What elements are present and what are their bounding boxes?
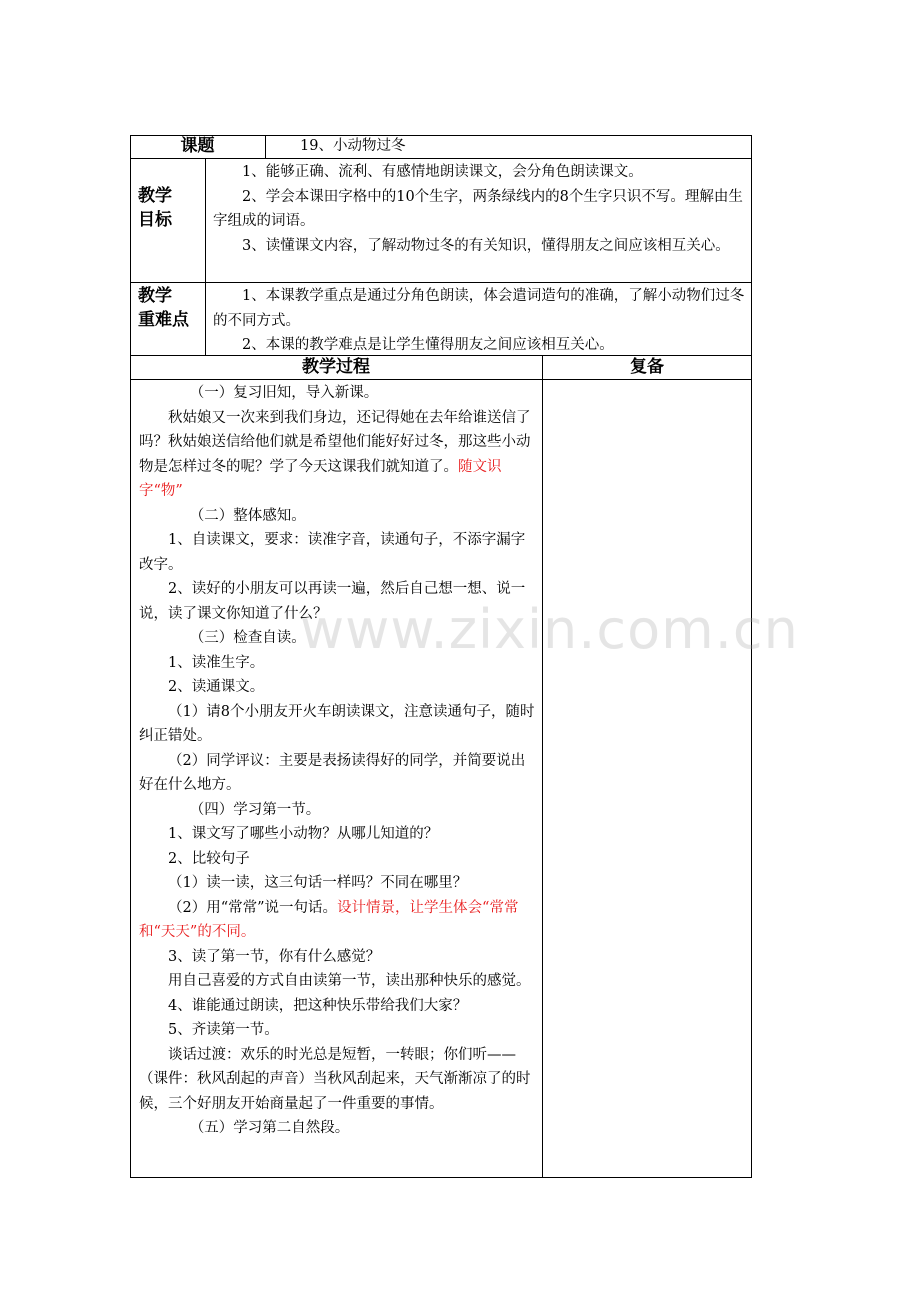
row-divider <box>130 158 752 159</box>
goal-item: 3、读懂课文内容，了解动物过冬的有关知识，懂得朋友之间应该相互关心。 <box>242 237 730 254</box>
key-points-content <box>213 284 746 358</box>
paragraph: 3、读了第一节，你有什么感觉？ <box>168 948 381 965</box>
paragraph: 1、自读课文，要求：读准字音，读通句子，不添字漏字改字。 <box>139 532 526 573</box>
paragraph: 5、齐读第一节。 <box>168 1022 279 1038</box>
goal-item: 2、学会本课田字格中的10个生字，两条绿线内的8个生字只识不写。理解由生字组成的词语。 <box>213 188 743 229</box>
key-point-item: 1、本课教学重点是通过分角色朗读，体会遣词造句的准确，了解小动物们过冬的不同方式。 <box>213 288 745 329</box>
paragraph: 2、比较句子 <box>168 850 250 867</box>
paragraph <box>139 896 535 945</box>
paragraph-text: （2）用“常常”说一句话。 <box>168 899 338 916</box>
process-header: 教学过程 <box>302 357 370 377</box>
section-heading: （二）整体感知。 <box>189 507 306 524</box>
section-heading: （一）复习旧知，导入新课。 <box>189 385 379 401</box>
paragraph: 1、读准生字。 <box>168 654 265 671</box>
paragraph: （2）同学评议：主要是表扬读得好的同学，并简要说出好在什么地方。 <box>139 752 526 793</box>
revision-header: 复备 <box>630 357 664 377</box>
teaching-note: 随文识字“物” <box>139 458 502 499</box>
section-heading: （五）学习第二自然段。 <box>189 1120 350 1136</box>
section-heading: （四）学习第一节。 <box>189 801 321 818</box>
key-points-label <box>138 284 189 332</box>
col-divider <box>205 158 206 355</box>
goals-label <box>138 184 172 232</box>
col-divider <box>265 135 266 158</box>
row-divider <box>130 379 752 380</box>
lesson-title: 19、小动物过冬 <box>300 138 406 154</box>
goal-item: 1、能够正确、流利、有感情地朗读课文，会分角色朗读课文。 <box>242 164 643 180</box>
goals-content <box>213 160 746 258</box>
paragraph-text: 秋姑娘又一次来到我们身边，还记得她在去年给谁送信了吗？秋姑娘送信给他们就是希望他们能好好过冬，那这些小动物是怎样过冬的呢？学了今天这课我们就知道了。 <box>139 409 531 475</box>
paragraph: 1、课文写了哪些小动物？从哪儿知道的？ <box>168 826 439 842</box>
paragraph: 用自己喜爱的方式自由读第一节，读出那种快乐的感觉。 <box>168 973 531 989</box>
title-label: 课题 <box>180 136 215 156</box>
goals-label-line: 教学 <box>138 186 172 206</box>
key-points-label-line: 教学 <box>138 286 172 306</box>
paragraph: 2、读通课文。 <box>168 679 265 695</box>
paragraph: 谈话过渡：欢乐的时光总是短暂，一转眼；你们听——（课件：秋风刮起的声音）当秋风刮起来，天气渐渐凉了的时候，三个好朋友开始商量起了一件重要的事情。 <box>139 1046 531 1112</box>
paragraph: （1）请8个小朋友开火车朗读课文，注意读通句子，随时纠正错处。 <box>139 703 535 744</box>
goals-label-line: 目标 <box>138 210 172 230</box>
row-divider <box>130 282 752 283</box>
col-divider <box>542 355 543 1178</box>
key-points-label-line: 重难点 <box>138 310 189 330</box>
section-heading: （三）检查自读。 <box>189 630 306 646</box>
process-content <box>139 381 535 1141</box>
watermark: www.zixin.com.cn <box>300 598 799 661</box>
paragraph: 4、谁能通过朗读，把这种快乐带给我们大家？ <box>168 997 468 1014</box>
paragraph: 2、读好的小朋友可以再读一遍，然后自己想一想、说一说，读了课文你知道了什么？ <box>139 581 526 622</box>
paragraph: （1）读一读，这三句话一样吗？不同在哪里？ <box>168 875 468 891</box>
paragraph <box>139 406 535 504</box>
key-point-item: 2、本课的教学难点是让学生懂得朋友之间应该相互关心。 <box>242 337 614 353</box>
teaching-note: 设计情景，让学生体会“常常和“天天”的不同。 <box>139 899 519 940</box>
